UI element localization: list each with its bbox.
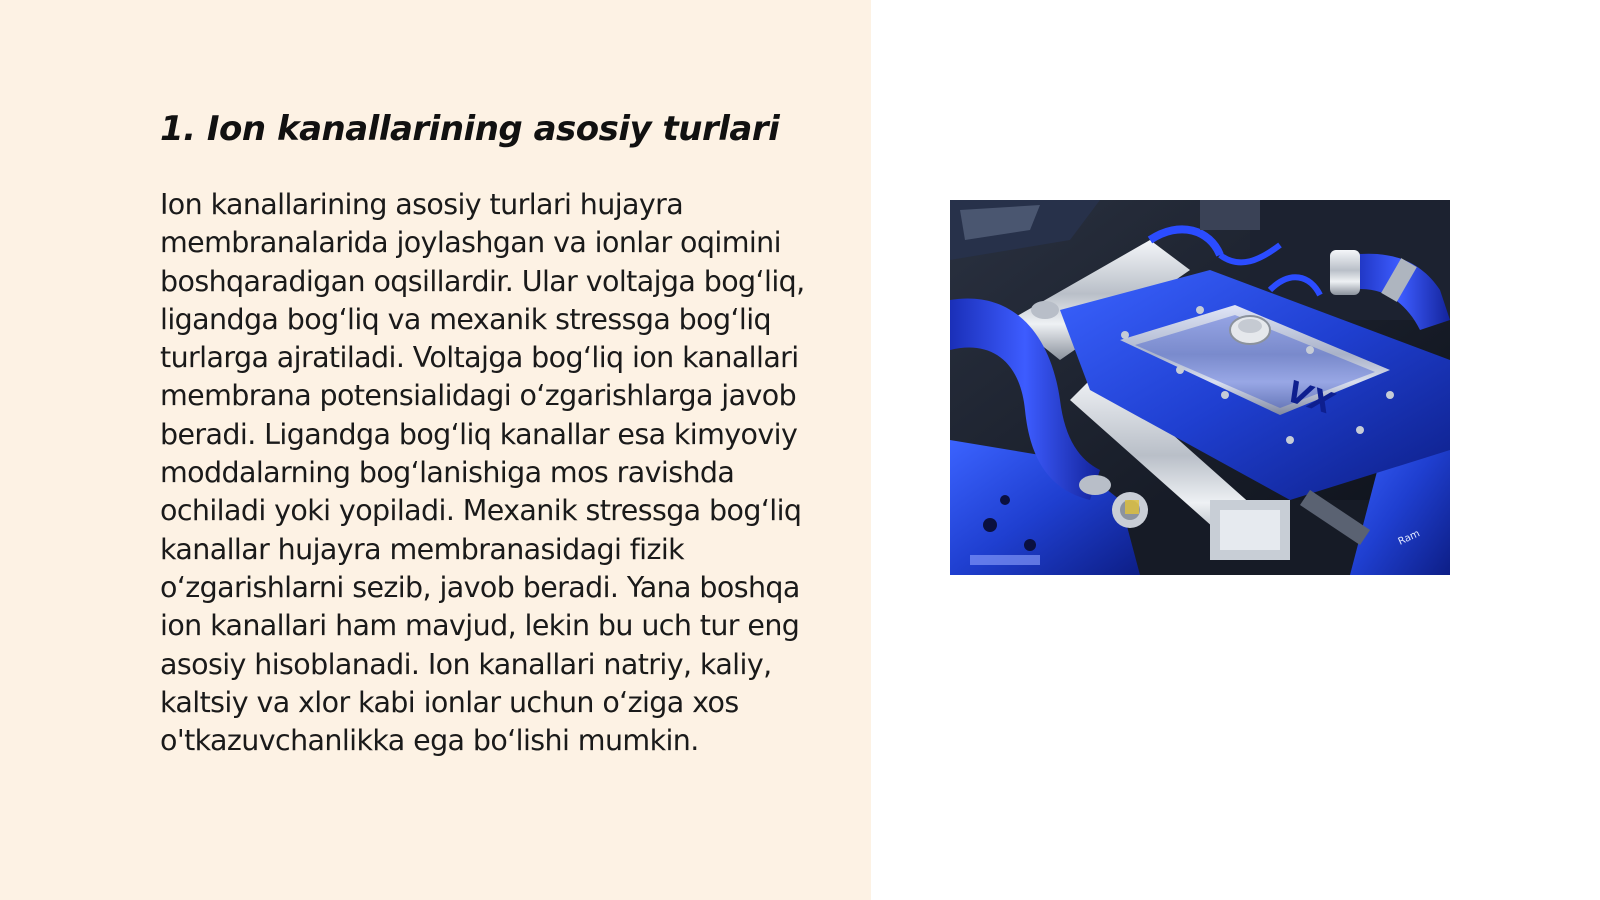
engine-photo	[950, 200, 1450, 575]
slide-body-text: Ion kanallarining asosiy turlari hujayra membranalarida joylashgan va ionlar oqimini boshqaradigan oqsillardir. Ular voltajga bog‘liq, ligandga bog‘liq va mexanik stressga bog‘liq turlarga ajratiladi. Voltajga bog‘liq ion kanallari membrana potensialidagi o‘zgarishlarga javob beradi. Ligandga bog‘liq kanallar esa kimyoviy moddalarning bog‘lanishiga mos ravishda ochiladi yoki yopiladi. Mexanik stressga bog‘liq kanallar hujayra membranasidagi fizik o‘zgarishlarni sezib, javob beradi. Yana boshqa ion kanallari ham mavjud, lekin bu uch tur eng asosiy hisoblanadi. Ion kanallari natriy, kaliy, kaltsiy va xlor kabi ionlar uchun o‘ziga xos o'tkazuvchanlikka ega bo‘lishi mumkin.	[160, 188, 805, 758]
svg-text:Ram: Ram	[1396, 528, 1422, 548]
svg-text:VX: VX	[1282, 374, 1338, 422]
slide-title: 1. Ion kanallarining asosiy turlari	[160, 109, 780, 149]
